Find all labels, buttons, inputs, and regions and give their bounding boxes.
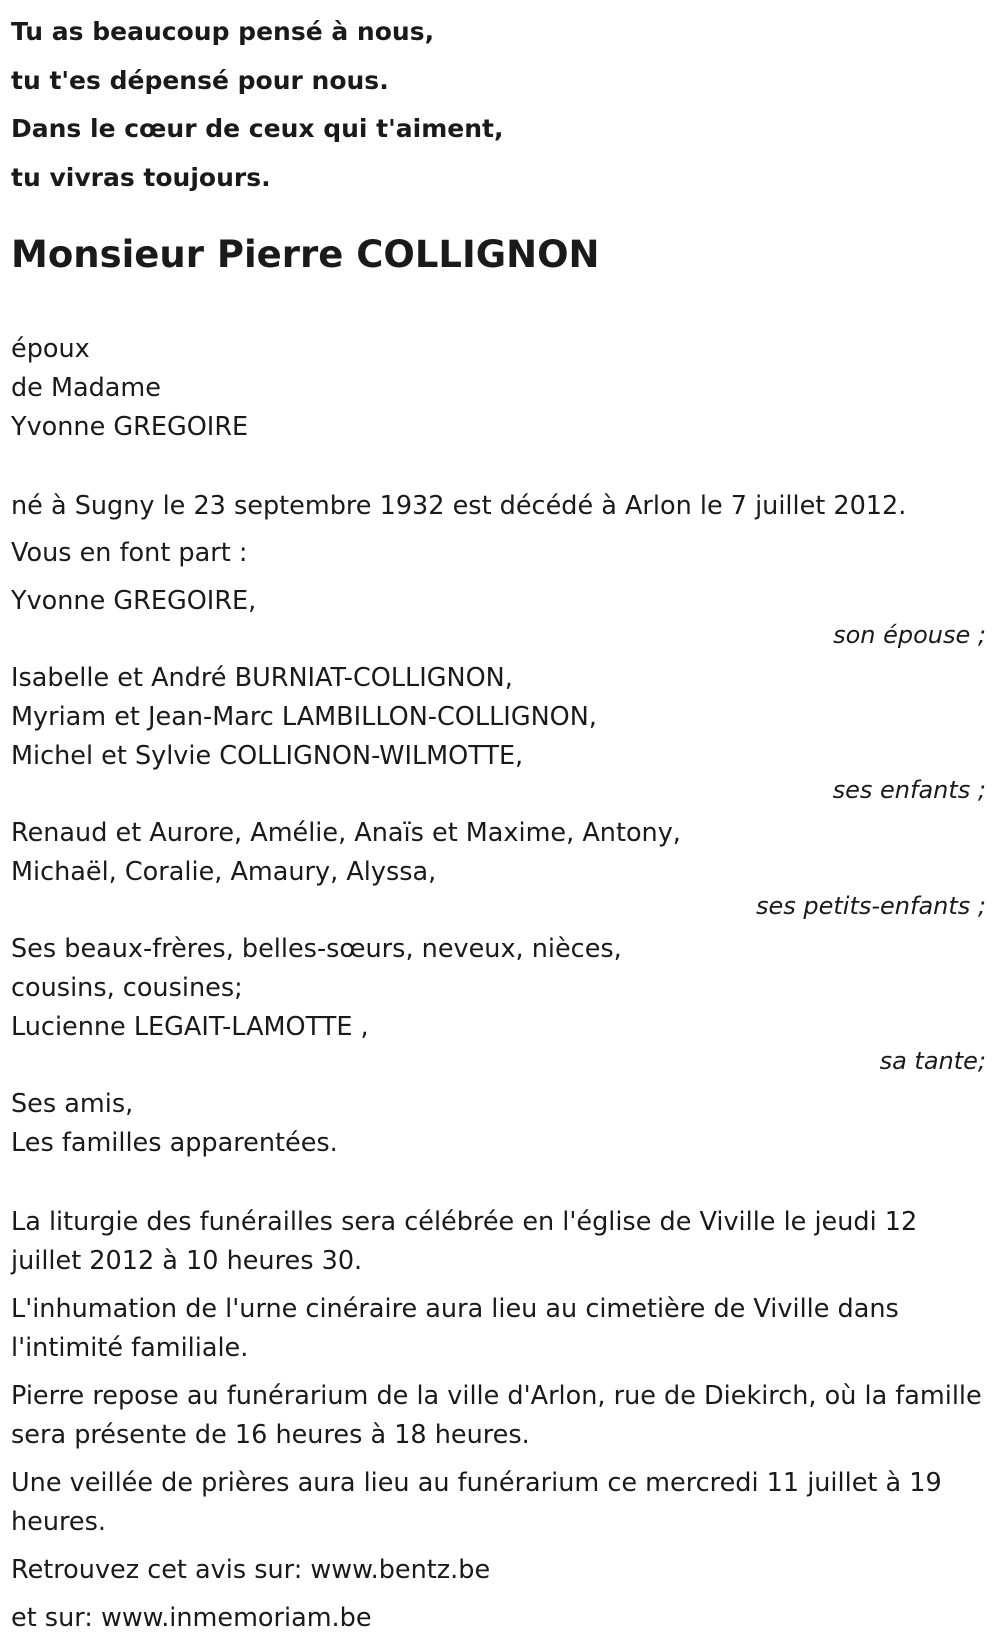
family-line: Les familles apparentées. xyxy=(11,1128,338,1158)
family-group-children xyxy=(11,659,986,804)
funeral-paragraph: Pierre repose au funérarium de la ville d'Arlon, rue de Diekirch, où la famille sera présente de 16 heures à 18 heures. xyxy=(11,1381,982,1450)
family-line: cousins, cousines; xyxy=(11,973,243,1003)
spouse-block xyxy=(11,330,986,447)
funeral-paragraph: Une veillée de prières aura lieu au funérarium ce mercredi 11 juillet à 19 heures. xyxy=(11,1468,942,1537)
spouse-line: époux xyxy=(11,334,90,364)
family-role: son épouse ; xyxy=(833,621,986,649)
poem-line: Tu as beaucoup pensé à nous, xyxy=(11,17,435,46)
family-line: Myriam et Jean-Marc LAMBILLON-COLLIGNON, xyxy=(11,702,597,732)
funeral-details xyxy=(11,1203,986,1638)
family-line: Michel et Sylvie COLLIGNON-WILMOTTE, xyxy=(11,741,524,771)
family-group-spouse xyxy=(11,582,986,649)
family-line: Ses amis, xyxy=(11,1089,134,1119)
funeral-paragraph: La liturgie des funérailles sera célébrée en l'église de Viville le jeudi 12 juillet 2012 à 10 heures 30. xyxy=(11,1207,918,1276)
poem-line: tu vivras toujours. xyxy=(11,162,271,192)
family-line: Michaël, Coralie, Amaury, Alyssa, xyxy=(11,857,437,887)
family-line: Isabelle et André BURNIAT-COLLIGNON, xyxy=(11,663,513,693)
spouse-line: de Madame xyxy=(11,373,161,403)
poem xyxy=(11,8,986,202)
family-line: Renaud et Aurore, Amélie, Anaïs et Maxime, Antony, xyxy=(11,818,681,848)
family-group-grandchildren xyxy=(11,814,986,920)
family-line: Yvonne GREGOIRE, xyxy=(11,586,257,616)
deceased-name: Monsieur Pierre COLLIGNON xyxy=(11,233,600,276)
obituary-notice xyxy=(11,0,986,1638)
funeral-paragraph: L'inhumation de l'urne cinéraire aura lieu au cimetière de Viville dans l'intimité familiale. xyxy=(11,1294,899,1363)
poem-line: Dans le cœur de ceux qui t'aiment, xyxy=(11,114,504,143)
family-role: ses enfants ; xyxy=(832,776,986,804)
poem-line: tu t'es dépensé pour nous. xyxy=(11,65,389,95)
website-line: Retrouvez cet avis sur: www.bentz.be xyxy=(11,1555,491,1585)
family-group-friends xyxy=(11,1085,986,1163)
family-group-extended xyxy=(11,930,986,1075)
website-line: et sur: www.inmemoriam.be xyxy=(11,1603,372,1633)
family-line: Lucienne LEGAIT-LAMOTTE , xyxy=(11,1012,369,1042)
birth-death-line: né à Sugny le 23 septembre 1932 est décédé à Arlon le 7 juillet 2012. xyxy=(11,491,907,521)
family-role: sa tante; xyxy=(879,1047,986,1075)
spouse-line: Yvonne GREGOIRE xyxy=(11,412,249,442)
family-line: Ses beaux-frères, belles-sœurs, neveux, nièces, xyxy=(11,934,622,964)
intro-line: Vous en font part : xyxy=(11,538,248,568)
family-role: ses petits-enfants ; xyxy=(755,892,986,920)
